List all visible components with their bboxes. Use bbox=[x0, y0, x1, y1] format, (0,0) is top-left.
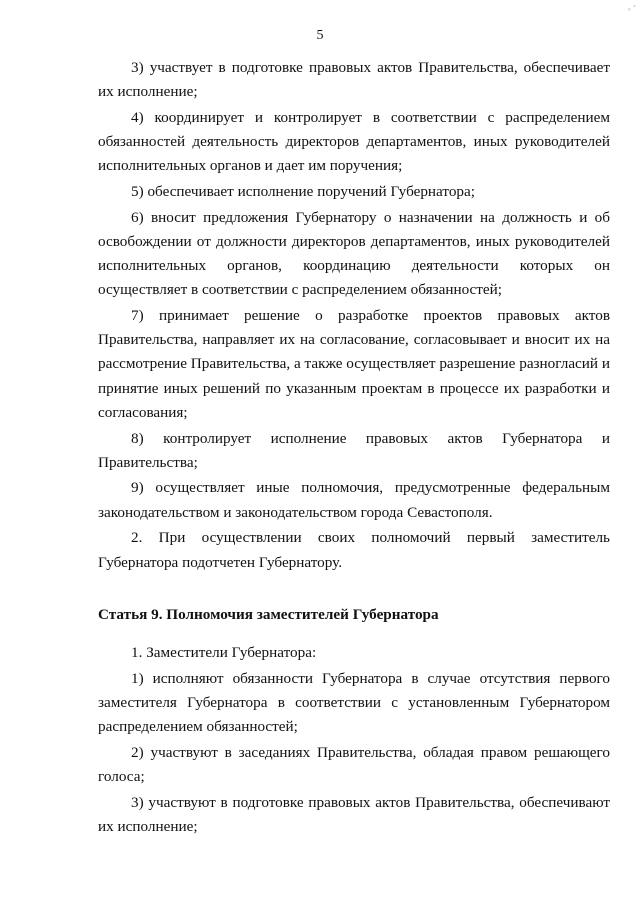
article-heading: Статья 9. Полномочия заместителей Губернатора bbox=[98, 605, 439, 623]
paragraph-item-3: 3) участвует в подготовке правовых актов Правительства, обеспечивает их исполнение; bbox=[98, 59, 610, 101]
paragraph-item-8: 8) контролирует исполнение правовых актов Губернатора и Правительства; bbox=[98, 429, 610, 471]
page-number: 5 bbox=[316, 28, 324, 43]
paragraph-section-2: 2. При осуществлении своих полномочий первый заместитель Губернатора подотчетен Губернатору. bbox=[98, 529, 610, 571]
paragraph-item-5: 5) обеспечивает исполнение поручений Губернатора; bbox=[131, 183, 475, 201]
paragraph-item-2: 2) участвуют в заседаниях Правительства, обладая правом решающего голоса; bbox=[98, 743, 610, 785]
paragraph-item-6: 6) вносит предложения Губернатору о назначении на должность и об освобождении от должности директоров департаментов, иных руководителей исполнительных органов, координацию деятельности которых он осуществляет в соответствии с распределением обязанностей; bbox=[98, 208, 610, 299]
document-body bbox=[98, 56, 610, 841]
corner-scan-mark: ◦ ˚ bbox=[627, 4, 636, 14]
paragraph-item-3b: 3) участвуют в подготовке правовых актов Правительства, обеспечивают их исполнение; bbox=[98, 793, 610, 835]
paragraph-item-7: 7) принимает решение о разработке проектов правовых актов Правительства, направляет их на согласование, согласовывает и вносит их на рассмотрение Правительства, а также осуществляет разрешение разногласий и принятие иных решений по указанным проектам в процессе их разработки и согласования; bbox=[98, 307, 610, 421]
paragraph-section-1: 1. Заместители Губернатора: bbox=[131, 643, 317, 661]
paragraph-item-4: 4) координирует и контролирует в соответствии с распределением обязанностей деятельность директоров департаментов, иных руководителей исполнительных органов и дает им поручения; bbox=[98, 108, 610, 175]
paragraph-item-1: 1) исполняют обязанности Губернатора в случае отсутствия первого заместителя Губернатора в соответствии с установленным Губернатором распределением обязанностей; bbox=[98, 669, 610, 736]
paragraph-item-9: 9) осуществляет иные полномочия, предусмотренные федеральным законодательством и законодательством города Севастополя. bbox=[98, 479, 610, 521]
